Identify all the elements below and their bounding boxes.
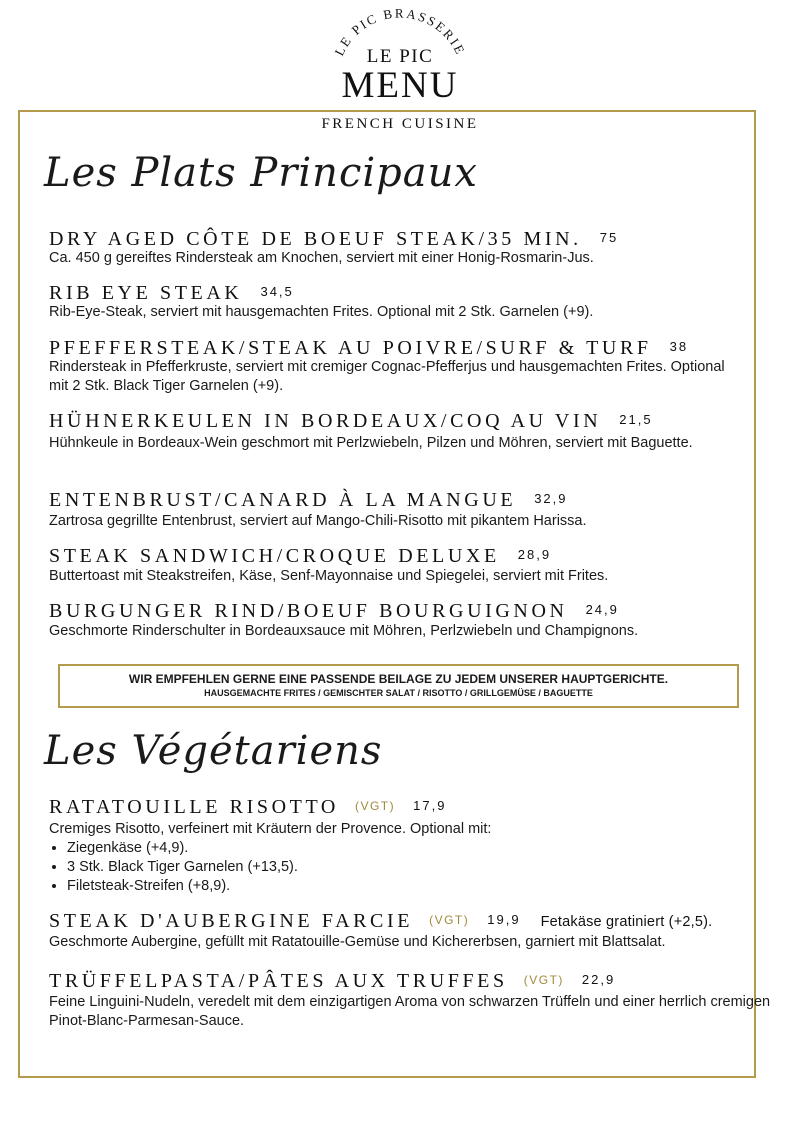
dish-price: 75 [599, 230, 619, 245]
dish-name: RATATOUILLE RISOTTO [49, 796, 339, 818]
dish-title [49, 910, 712, 933]
dish-description-text: Cremiges Risotto, verfeinert mit Kräutern der Provence. Optional mit: [49, 821, 492, 837]
dish-name: TRÜFFELPASTA/PÂTES AUX TRUFFES [49, 970, 508, 992]
section-title-mains: Les Plats Principaux [44, 150, 478, 196]
dish-title [49, 796, 446, 819]
dish-title [49, 282, 294, 305]
dish-name: HÜHNERKEULEN IN BORDEAUX/COQ AU VIN [49, 410, 602, 432]
vegetarian-tag: (VGT) [354, 799, 396, 813]
dish-price: 28,9 [517, 547, 552, 562]
dish-name: STEAK SANDWICH/CROQUE DELUXE [49, 545, 500, 567]
dish-title [49, 337, 688, 360]
vegetarian-tag: (VGT) [429, 913, 470, 927]
dish-price: 19,9 [487, 912, 521, 927]
dish-price: 24,9 [585, 602, 619, 617]
dish-description: Buttertoast mit Steakstreifen, Käse, Senf-Mayonnaise und Spiegelei, serviert mit Frites. [49, 568, 609, 584]
dish-price: 17,9 [413, 798, 447, 813]
dish-price: 32,9 [534, 491, 568, 506]
dish-addon: Fetakäse gratiniert (+2,5). [540, 914, 713, 930]
option-item: • Filetsteak-Streifen (+8,9). [67, 877, 789, 896]
dish-name: RIB EYE STEAK [49, 282, 243, 304]
cuisine-subtitle: FRENCH CUISINE [321, 116, 479, 132]
side-dish-note [58, 664, 739, 708]
dish-description: Hühnkeule in Bordeaux-Wein geschmort mit Perlzwiebeln, Pilzen und Möhren, serviert mit Baguette. [49, 435, 693, 451]
dish-name: DRY AGED CÔTE DE BOEUF STEAK/35 MIN. [49, 228, 582, 250]
dish-title [49, 970, 615, 993]
dish-name: ENTENBRUST/CANARD À LA MANGUE [49, 489, 517, 511]
option-item: • 3 Stk. Black Tiger Garnelen (+13,5). [67, 858, 789, 877]
dish-description: Rindersteak in Pfefferkruste, serviert mit cremiger Cognac-Pfefferjus und hausgemachten Frites. Optional mit 2 Stk. Black Tiger Garnelen (+9). [49, 359, 725, 394]
dish-title [49, 489, 568, 512]
option-list [49, 839, 789, 896]
dish-title [49, 600, 619, 623]
side-dish-note-options: HAUSGEMACHTE FRITES / GEMISCHTER SALAT / RISOTTO / GRILLGEMÜSE / BAGUETTE [204, 688, 593, 698]
dish-description: Geschmorte Rinderschulter in Bordeauxsauce mit Möhren, Perlzwiebeln und Champignons. [49, 623, 639, 639]
logo-name: LE PIC [366, 46, 434, 67]
dish-name: BURGUNGER RIND/BOEUF BOURGUIGNON [49, 600, 568, 622]
logo-arc-text: LE PIC BRASSERIE [331, 5, 469, 59]
menu-title: MENU [341, 65, 459, 106]
dish-description [49, 820, 789, 896]
dish-description: Feine Linguini-Nudeln, veredelt mit dem einzigartigen Aroma von schwarzen Trüffeln und einer herrlich cremigen Pinot-Blanc-Parmesan-Sauce. [49, 994, 771, 1029]
dish-description: Ca. 450 g gereiftes Rindersteak am Knochen, serviert mit einer Honig-Rosmarin-Jus. [49, 250, 594, 266]
dish-name: PFEFFERSTEAK/STEAK AU POIVRE/SURF & TURF [49, 337, 652, 359]
dish-name: STEAK D'AUBERGINE FARCIE [49, 910, 414, 932]
dish-description: Rib-Eye-Steak, serviert mit hausgemachten Frites. Optional mit 2 Stk. Garnelen (+9). [49, 304, 594, 320]
side-dish-note-main: WIR EMPFEHLEN GERNE EINE PASSENDE BEILAGE ZU JEDEM UNSERER HAUPTGERICHTE. [128, 672, 669, 686]
dish-title [49, 545, 551, 568]
dish-price: 34,5 [260, 284, 294, 299]
dish-price: 38 [669, 339, 689, 354]
dish-description: Geschmorte Aubergine, gefüllt mit Ratatouille-Gemüse und Kichererbsen, garniert mit Blattsalat. [49, 934, 666, 950]
section-title-vegetarian: Les Végétariens [44, 728, 383, 774]
dish-title [49, 410, 653, 433]
dish-price: 22,9 [581, 972, 616, 987]
dish-price: 21,5 [619, 412, 653, 427]
brand-logo [0, 0, 800, 110]
dish-description: Zartrosa gegrillte Entenbrust, serviert auf Mango-Chili-Risotto mit pikantem Harissa. [49, 513, 587, 529]
dish-title [49, 228, 618, 251]
option-item: • Ziegenkäse (+4,9). [67, 839, 789, 858]
vegetarian-tag: (VGT) [523, 973, 564, 987]
